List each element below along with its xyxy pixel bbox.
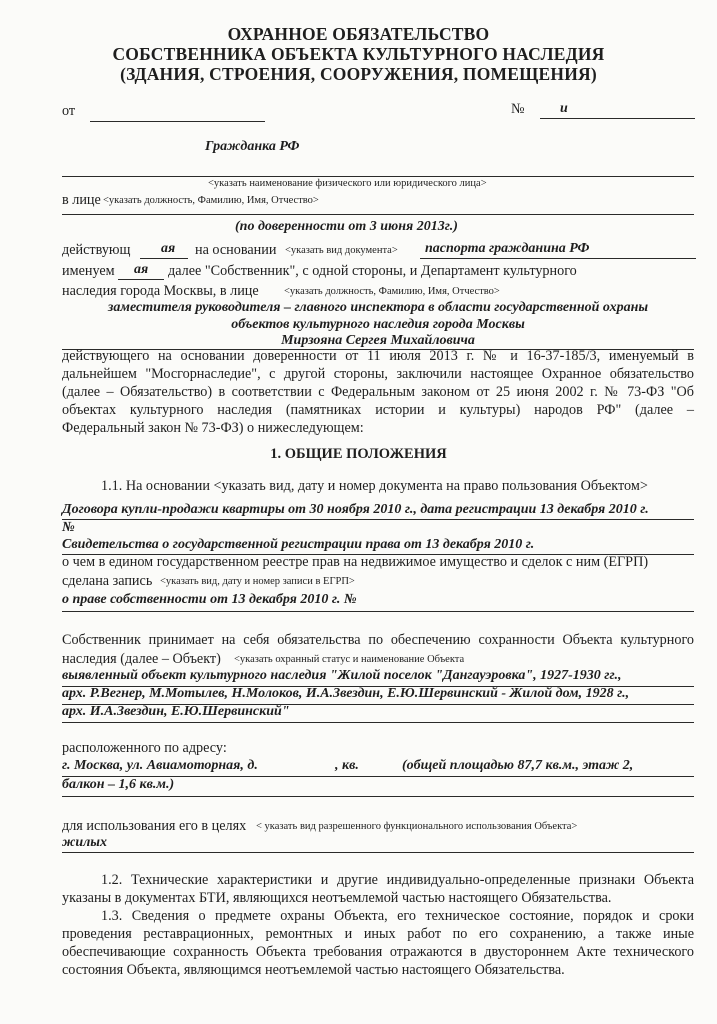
address-area: (общей площадью 87,7 кв.м., этаж 2,	[402, 758, 634, 773]
title-line-2: СОБСТВЕННИКА ОБЪЕКТА КУЛЬТУРНОГО НАСЛЕДИЯ	[112, 44, 605, 64]
dept-line: наследия города Москвы, в лице	[62, 283, 259, 299]
official-line-3: Мирзояна Сергея Михайловича	[281, 333, 475, 348]
p12-line-1: 1.2. Технические характеристики и другие индивидуально-определенные признаки Объекта	[101, 872, 694, 888]
use-rule	[62, 852, 694, 853]
obligation-line-2: наследия (далее – Объект)	[62, 651, 221, 667]
named-suffix-line	[118, 279, 164, 280]
object-line-3-rule	[62, 722, 694, 723]
address-apartment: , кв.	[335, 758, 359, 773]
acting-suffix-line	[140, 258, 188, 259]
use-hint: < указать вид разрешенного функционального использования Объекта>	[256, 821, 578, 832]
address-balcony: балкон – 1,6 кв.м.)	[62, 777, 175, 792]
owner-name: Гражданка РФ	[205, 139, 300, 154]
acting-suffix: ая	[161, 241, 176, 256]
from-label: от	[62, 103, 76, 119]
use-value: жилых	[62, 835, 108, 850]
registry-line-2: сделана запись	[62, 573, 153, 589]
acting-label: действующ	[62, 242, 131, 258]
in-person-field-line	[62, 214, 694, 215]
registry-hint: <указать вид, дату и номер записи в ЕГРП>	[160, 576, 355, 587]
owner-field-line	[62, 176, 694, 177]
in-person-hint: <указать должность, Фамилию, Имя, Отчество>	[103, 195, 319, 206]
object-line-2: арх. Р.Вегнер, М.Мотылев, Н.Молоков, И.А.Звездин, Е.Ю.Шервинский - Жилой дом, 1928 г.,	[62, 686, 630, 701]
contract-line-2: №	[62, 520, 75, 535]
title-line-1: ОХРАННОЕ ОБЯЗАТЕЛЬСТВО	[227, 24, 490, 44]
section-heading: 1. ОБЩИЕ ПОЛОЖЕНИЯ	[270, 446, 447, 462]
use-label: для использования его в целях	[62, 818, 247, 834]
basis-field-line	[420, 258, 696, 259]
named-label: именуем	[62, 263, 115, 279]
para-line-5: Федеральный закон № 73-ФЗ) о нижеследующем:	[62, 420, 364, 436]
p13-line-4: состояния Объекта, являющимся неотъемлемой частью настоящего Обязательства.	[62, 962, 565, 978]
official-line-2: объектов культурного наследия города Москвы	[231, 317, 525, 332]
ownership-text: о праве собственности от 13 декабря 2010 г. №	[62, 592, 357, 607]
object-line-3: арх. И.А.Звездин, Е.Ю.Шервинский"	[62, 704, 290, 719]
para-line-2: дальнейшем "Мосгорнаследие", с другой стороны, заключили настоящее Охранное обязательство	[62, 366, 694, 382]
para-line-3: (далее – Обязательство) в соответствии с Федеральным законом от 25 июня 2002 г. № 73-ФЗ "Об	[62, 384, 694, 400]
contract-line-1: Договора купли-продажи квартиры от 30 ноября 2010 г., дата регистрации 13 декабря 2010 г.	[62, 502, 649, 517]
ownership-rule	[62, 611, 694, 612]
basis-label: на основании	[195, 242, 277, 258]
number-value: и	[560, 101, 568, 116]
basis-value: паспорта гражданина РФ	[425, 241, 590, 256]
address-street: г. Москва, ул. Авиамоторная, д.	[62, 758, 258, 773]
number-field-line	[540, 118, 695, 119]
official-line-1: заместителя руководителя – главного инспектора в области государственной охраны	[107, 300, 649, 315]
p13-line-3: обеспечивающие сохранность Объекта требования отражаются в двустороннем Акте технического	[62, 944, 694, 960]
in-person-label: в лице	[62, 192, 101, 208]
owner-hint: <указать наименование физического или юридического лица>	[208, 178, 487, 189]
named-suffix: ая	[134, 262, 149, 277]
title-line-3: (ЗДАНИЯ, СТРОЕНИЯ, СООРУЖЕНИЯ, ПОМЕЩЕНИЯ)	[120, 64, 597, 84]
p13-line-2: проведения реставрационных, ремонтных и иных работ по его сохранению, а также иные	[62, 926, 694, 942]
para-line-1: действующего на основании доверенности от 11 июля 2013 г. № и 16-37-185/3, именуемый в	[62, 348, 694, 364]
p11-intro: 1.1. На основании <указать вид, дату и номер документа на право пользования Объектом>	[101, 478, 648, 494]
certificate-text: Свидетельства о государственной регистрации права от 13 декабря 2010 г.	[62, 537, 535, 552]
named-rest: далее "Собственник", с одной стороны, и Департамент культурного	[168, 263, 577, 279]
basis-hint: <указать вид документа>	[285, 245, 398, 256]
dept-hint: <указать должность, Фамилию, Имя, Отчество>	[284, 286, 500, 297]
para-line-4: объектах культурного наследия (памятниках истории и культуры) народов РФ" (далее –	[62, 402, 694, 418]
p12-line-2: указаны в документах БТИ, являющихся неотъемлемой частью настоящего Обязательства.	[62, 890, 612, 906]
number-label: №	[511, 101, 525, 117]
proxy-text: (по доверенности от 3 июня 2013г.)	[235, 219, 458, 234]
obligation-line-1: Собственник принимает на себя обязательства по обеспечению сохранности Объекта культурного	[62, 632, 694, 648]
address-line-2-rule	[62, 796, 694, 797]
registry-line-1: о чем в едином государственном реестре прав на недвижимое имущество и сделок с ним (ЕГРП)	[62, 554, 649, 570]
contract-line-1-rule	[62, 519, 694, 520]
address-label: расположенного по адресу:	[62, 740, 227, 756]
p13-line-1: 1.3. Сведения о предмете охраны Объекта, его техническое состояние, порядок и сроки	[101, 908, 694, 924]
object-line-1: выявленный объект культурного наследия "Жилой поселок "Дангауэровка", 1927-1930 гг.,	[62, 668, 622, 683]
date-field-line	[90, 121, 265, 122]
obligation-hint: <указать охранный статус и наименование Объекта	[234, 654, 465, 665]
